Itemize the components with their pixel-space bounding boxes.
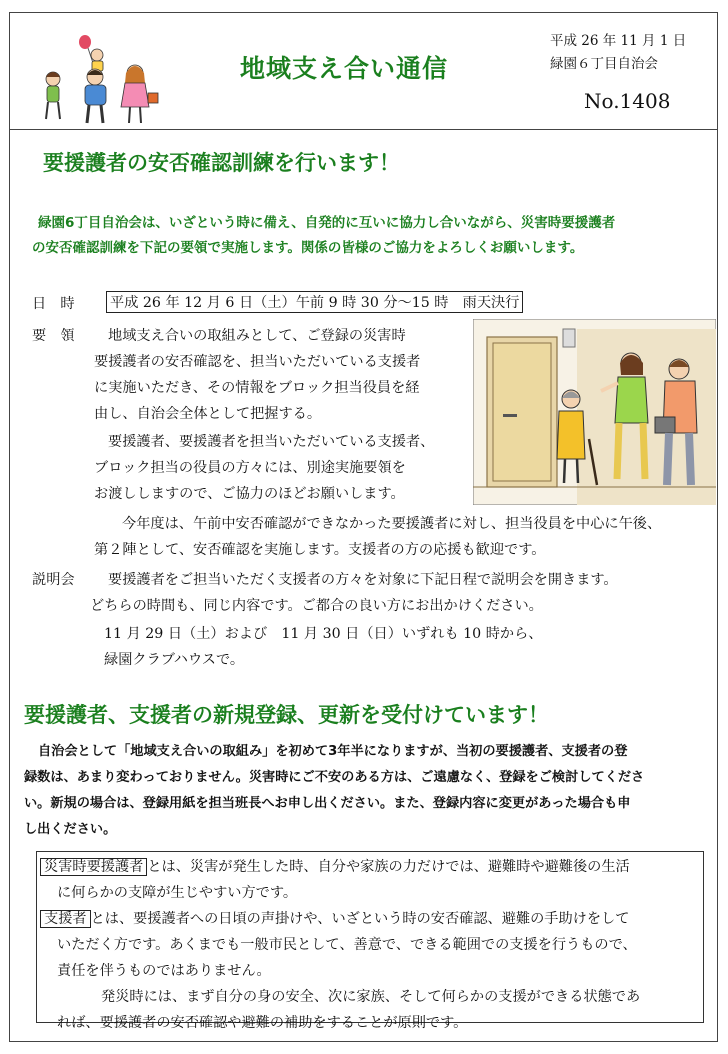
definition-text: 発災時には、まず自分の身の安全、次に家族、そして何らかの支援ができる状態であ	[101, 989, 641, 1005]
section2-body-line: し出ください。	[24, 822, 117, 837]
datetime-value: 平成 26 年 12 月 6 日（土）午前 9 時 30 分～15 時 雨天決行	[106, 291, 523, 313]
definition-text: とは、要援護者への日頃の声掛けや、いざという時の安否確認、避難の手助けをして	[90, 911, 630, 927]
briefing-line: 緑園クラブハウスで。	[104, 652, 245, 668]
definition-text: れば、要援護者の安否確認や避難の補助をすることが原則です。	[57, 1015, 468, 1031]
definition-text: 責任を伴うものではありません。	[57, 963, 271, 979]
procedure-label: 要 領	[32, 328, 75, 344]
section2-body-line: い。新規の場合は、登録用紙を担当班長へお申し出ください。また、登録内容に変更があった場合も申	[24, 796, 631, 811]
briefing-line: 要援護者をご担当いただく支援者の方々を対象に下記日程で説明会を開きます。	[108, 572, 618, 588]
definition-term: 災害時要援護者	[40, 858, 147, 876]
procedure-line: 要援護者、要援護者を担当いただいている支援者、	[108, 434, 435, 450]
organization-name: 緑園６丁目自治会	[550, 56, 658, 72]
definition-text: とは、災害が発生した時、自分や家族の力だけでは、避難時や避難後の生活	[147, 859, 630, 875]
section1-heading: 要援護者の安否確認訓練を行います！	[43, 151, 400, 175]
section2-body-line: 録数は、あまり変わっておりません。災害時にご不安のある方は、ご遠慮なく、登録をご検討してくださ	[24, 770, 645, 785]
family-logo-illustration	[35, 33, 165, 125]
procedure-line: 第２陣として、安否確認を実施します。支援者の方の応援も歓迎です。	[94, 542, 546, 558]
intro-line-2: の安否確認訓練を下記の要領で実施します。関係の皆様のご協力をよろしくお願いします。	[32, 240, 584, 256]
briefing-label: 説明会	[32, 572, 75, 588]
newsletter-header	[10, 13, 717, 130]
definition-term: 支援者	[40, 910, 91, 928]
section2-heading: 要援護者、支援者の新規登録、更新を受付けています！	[24, 703, 549, 727]
issue-date: 平成 26 年 11 月 1 日	[550, 33, 687, 49]
definitions-box	[36, 851, 704, 1031]
newsletter-sheet	[9, 12, 718, 1042]
procedure-line: 地域支え合いの取組みとして、ご登録の災害時	[108, 328, 406, 344]
newsletter-title: 地域支え合い通信	[240, 54, 449, 83]
procedure-line: お渡ししますので、ご協力のほどお願いします。	[94, 486, 405, 502]
section2-body-line: 自治会として「地域支え合いの取組み」を初めて3年半になりますが、当初の要援護者、支援者の登	[38, 744, 628, 759]
door-visit-illustration	[473, 319, 716, 505]
procedure-line: 要援護者の安否確認を、担当いただいている支援者	[94, 354, 421, 370]
briefing-line: 11 月 29 日（土）および 11 月 30 日（日）いずれも 10 時から、	[104, 626, 543, 642]
datetime-label: 日 時	[32, 296, 75, 312]
procedure-line: 今年度は、午前中安否確認ができなかった要援護者に対し、担当役員を中心に午後、	[122, 516, 662, 532]
procedure-line: に実施いただき、その情報をブロック担当役員を経	[94, 380, 420, 396]
procedure-line: ブロック担当の役員の方々には、別途実施要領を	[94, 460, 406, 476]
procedure-line: 由し、自治会全体として把握する。	[94, 406, 322, 422]
intro-line-1: 緑園6丁目自治会は、いざという時に備え、自発的に互いに協力し合いながら、災害時要援護者	[38, 215, 616, 231]
definition-row	[40, 908, 629, 928]
definition-text: に何らかの支障が生じやすい方です。	[57, 885, 298, 901]
definition-row	[40, 856, 630, 876]
briefing-line: どちらの時間も、同じ内容です。ご都合の良い方にお出かけください。	[90, 598, 543, 614]
issue-number: No.1408	[584, 89, 671, 113]
definition-text: いただく方です。あくまでも一般市民として、善意で、できる範囲での支援を行うもので、	[57, 937, 637, 953]
